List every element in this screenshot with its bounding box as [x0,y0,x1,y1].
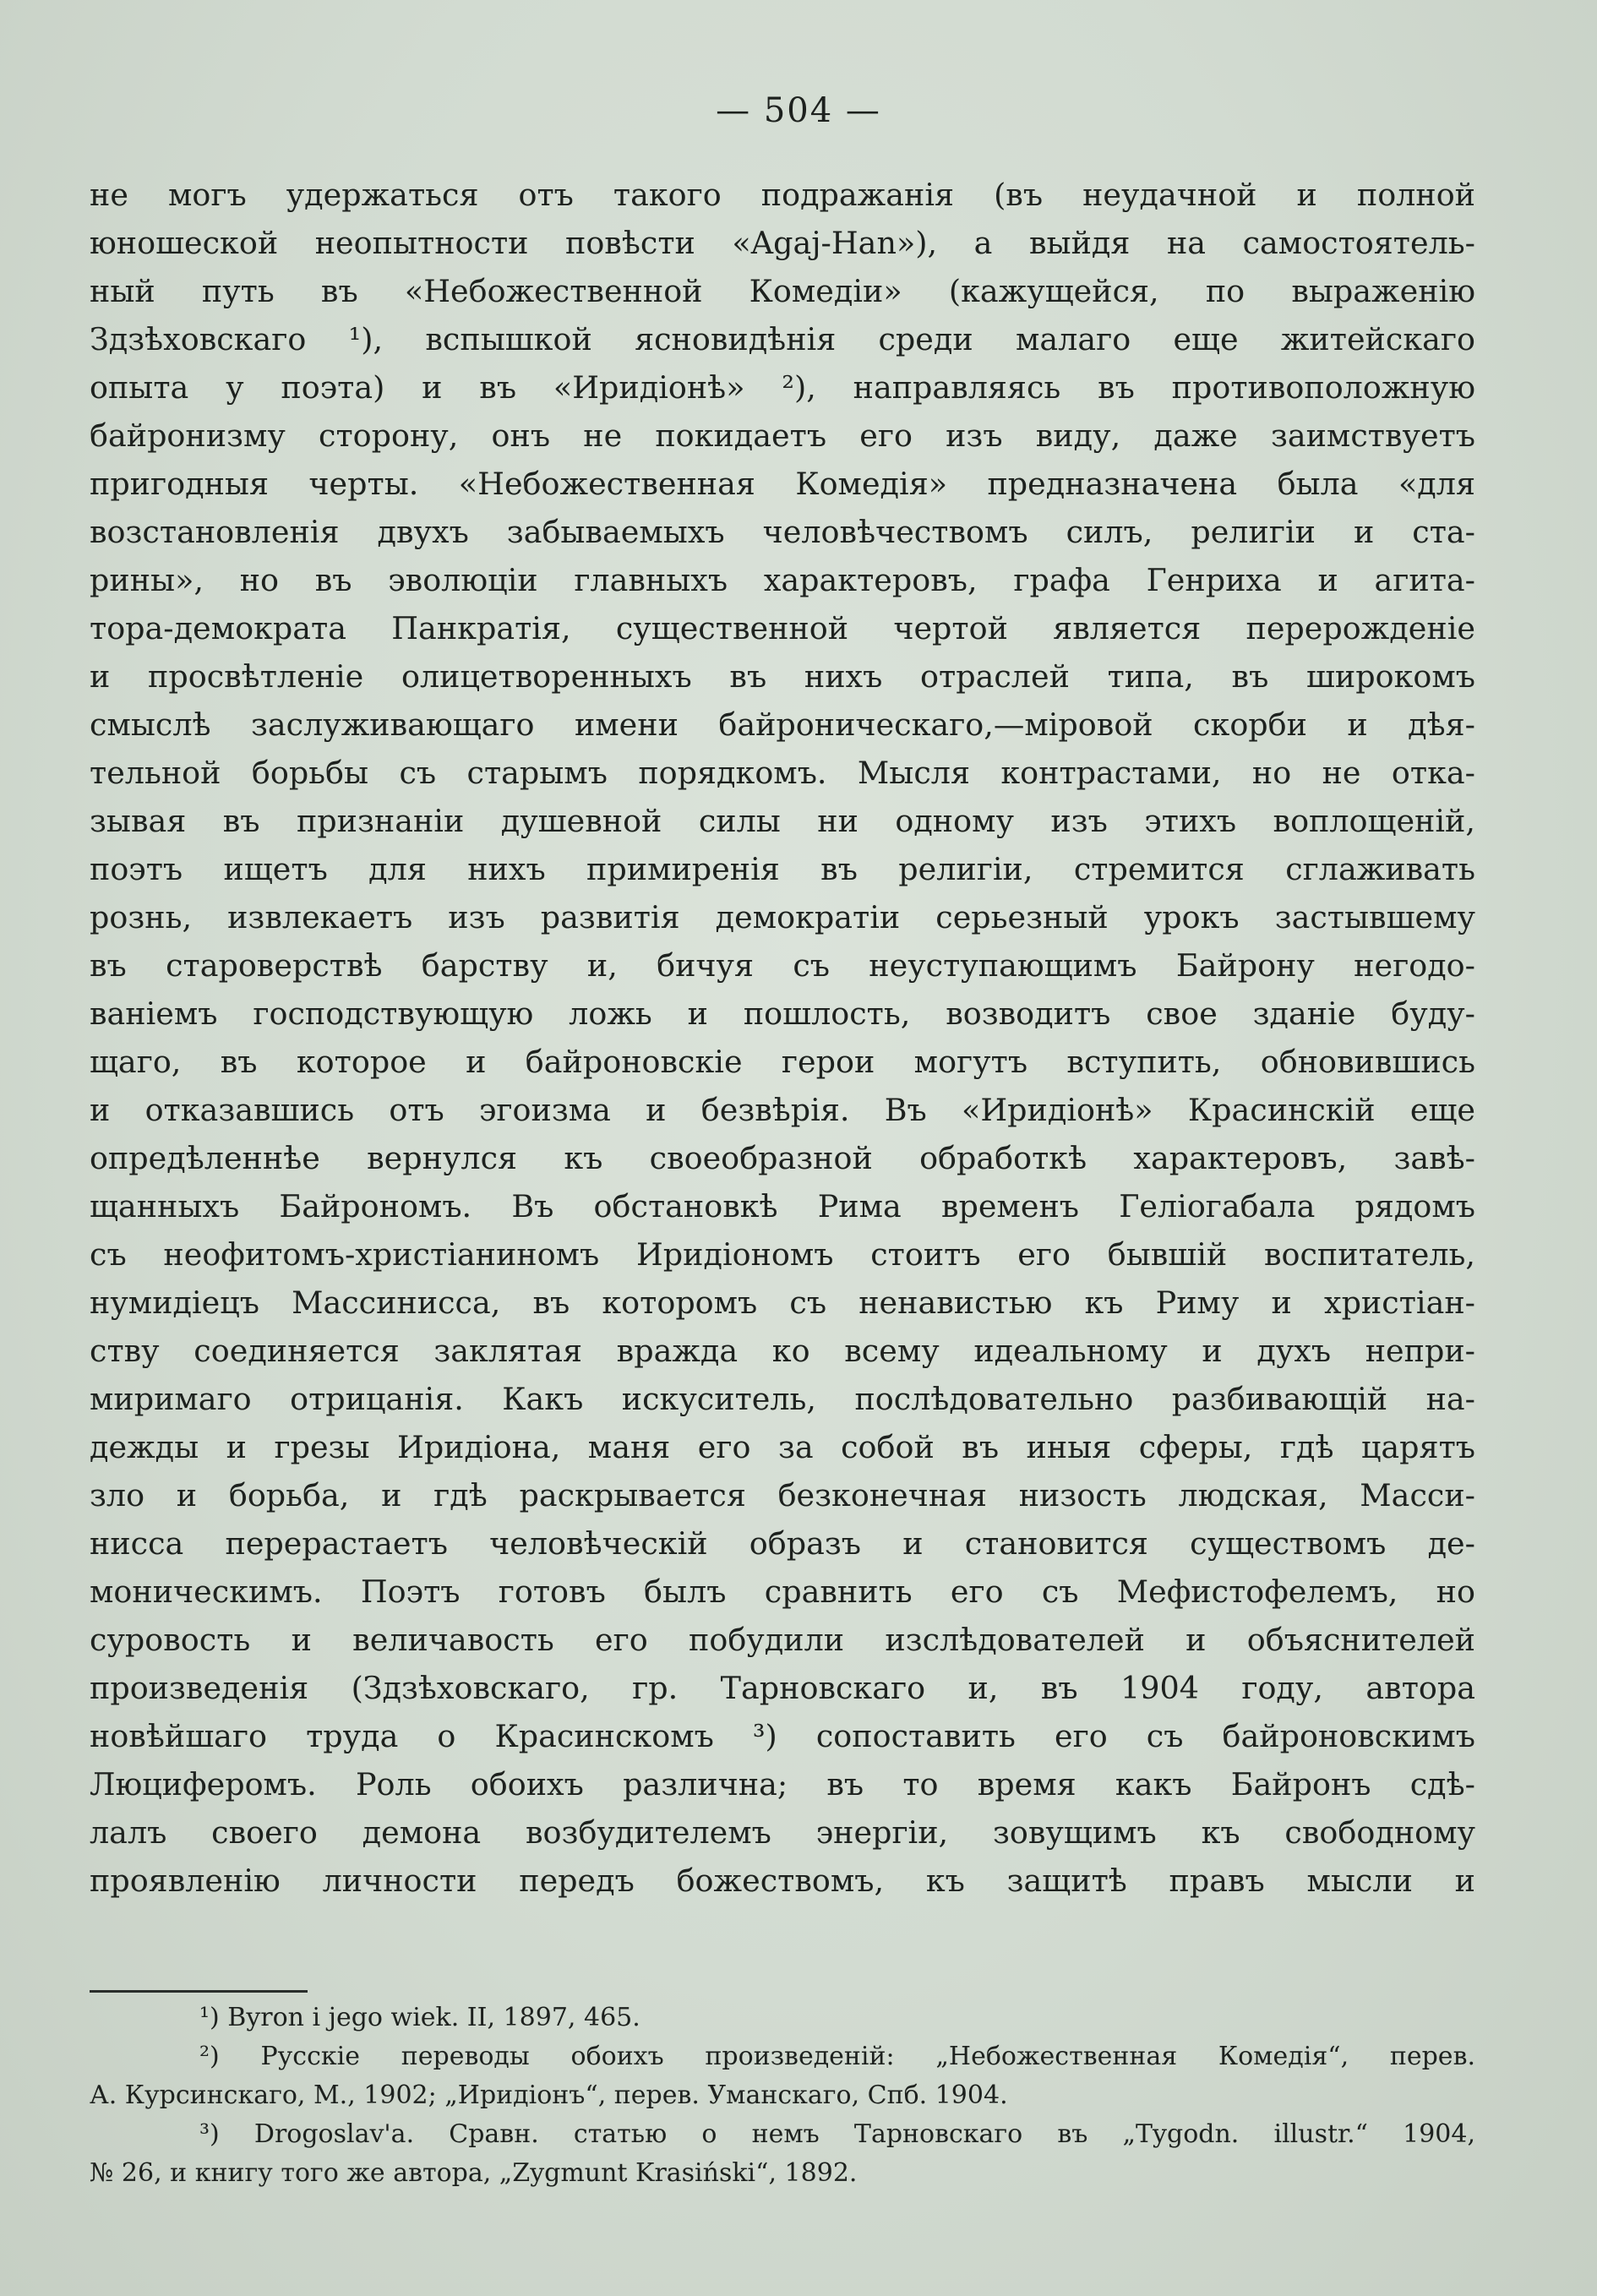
text-line: юношеской неопытности повѣсти «Agaj-Han»), а выйдя на самостоятель- [90,225,1475,261]
text-line: поэтъ ищетъ для нихъ примиренія въ религіи, стремится сглаживать [90,851,1475,887]
text-line: произведенія (Здзѣховскаго, гр. Тарновскаго и, въ 1904 году, автора [90,1670,1475,1706]
text-line: проявленію личности передъ божествомъ, къ защитѣ правъ мысли и [90,1862,1475,1899]
footnotes [90,1999,1475,2193]
text-line: байронизму сторону, онъ не покидаетъ его изъ виду, даже заимствуетъ [90,417,1475,454]
footnote-2-continued: А. Курсинскаго, М., 1902; „Иридіонъ“, перев. Уманскаго, Спб. 1904. [90,2081,1008,2110]
text-line: моническимъ. Поэтъ готовъ былъ сравнить его съ Мефистофелемъ, но [90,1573,1475,1610]
text-line: дежды и грезы Иридіона, маня его за собой въ иныя сферы, гдѣ царятъ [90,1429,1475,1465]
text-line: въ староверствѣ барству и, бичуя съ неуступающимъ Байрону негодо- [90,947,1475,984]
text-line: ваніемъ господствующую ложь и пошлость, возводитъ свое зданіе буду- [90,995,1475,1032]
text-line: ству соединяется заклятая вражда ко всему идеальному и духъ непри- [90,1333,1475,1369]
footnote-2: ²) Русскіе переводы обоихъ произведеній: „Небожественная Комедія“, перев. [199,2042,1475,2071]
text-line: не могъ удержаться отъ такого подражанія (въ неудачной и полной [90,177,1475,213]
text-line: рознь, извлекаетъ изъ развитія демократіи серьезный урокъ застывшему [90,899,1475,935]
text-line: Здзѣховскаго ¹), вспышкой ясновидѣнія среди малаго еще житейскаго [90,321,1475,357]
text-line: возстановленія двухъ забываемыхъ человѣчествомъ силъ, религіи и ста- [90,514,1475,550]
footnote-3-continued: № 26, и книгу того же автора, „Zygmunt Krasiński“, 1892. [90,2158,858,2188]
text-line: щаго, въ которое и байроновскіе герои могутъ вступить, обновившись [90,1044,1475,1080]
text-line: опредѣленнѣе вернулся къ своеобразной обработкѣ характеровъ, завѣ- [90,1140,1475,1176]
text-line: рины», но въ эволюціи главныхъ характеровъ, графа Генриха и агита- [90,562,1475,598]
footnote-3: ³) Drogoslav'a. Сравн. статью о немъ Тарновскаго въ „Tygodn. illustr.“ 1904, [199,2119,1475,2149]
footnote-1: ¹) Byron i jego wiek. II, 1897, 465. [199,2003,640,2032]
text-line: новѣйшаго труда о Красинскомъ ³) сопоставить его съ байроновскимъ [90,1718,1475,1754]
text-line: зло и борьба, и гдѣ раскрывается безконечная низость людская, Масси- [90,1477,1475,1513]
text-line: тельной борьбы съ старымъ порядкомъ. Мысля контрастами, но не отка- [90,755,1475,791]
text-line: нумидіецъ Массинисса, въ которомъ съ ненавистью къ Риму и христіан- [90,1284,1475,1321]
text-line: нисса перерастаетъ человѣческій образъ и становится существомъ де- [90,1525,1475,1562]
text-line: щанныхъ Байрономъ. Въ обстановкѣ Рима временъ Геліогабала рядомъ [90,1188,1475,1224]
text-line: лалъ своего демона возбудителемъ энергіи, зовущимъ къ свободному [90,1814,1475,1851]
text-line: суровость и величавость его побудили изслѣдователей и объяснителей [90,1622,1475,1658]
text-line: опыта у поэта) и въ «Иридіонѣ» ²), направляясь въ противоположную [90,369,1475,406]
text-line: ный путь въ «Небожественной Комедіи» (кажущейся, по выраженію [90,273,1475,309]
body-text [90,171,1475,1905]
text-line: и отказавшись отъ эгоизма и безвѣрія. Въ «Иридіонѣ» Красинскій еще [90,1092,1475,1128]
text-line: смыслѣ заслуживающаго имени байроническаго,—міровой скорби и дѣя- [90,706,1475,743]
text-line: Люциферомъ. Роль обоихъ различна; въ то время какъ Байронъ сдѣ- [90,1766,1475,1802]
text-line: миримаго отрицанія. Какъ искуситель, послѣдовательно разбивающій на- [90,1381,1475,1417]
text-line: тора-демократа Панкратія, существенной чертой является перерожденіе [90,610,1475,646]
text-line: и просвѣтленіе олицетворенныхъ въ нихъ отраслей типа, въ широкомъ [90,658,1475,695]
text-line: съ неофитомъ-христіаниномъ Иридіономъ стоитъ его бывшій воспитатель, [90,1236,1475,1273]
page-number: — 504 — [716,91,881,130]
text-line: пригодныя черты. «Небожественная Комедія» предназначена была «для [90,466,1475,502]
text-line: зывая въ признаніи душевной силы ни одному изъ этихъ воплощеній, [90,803,1475,839]
footnote-divider [90,1990,308,1993]
